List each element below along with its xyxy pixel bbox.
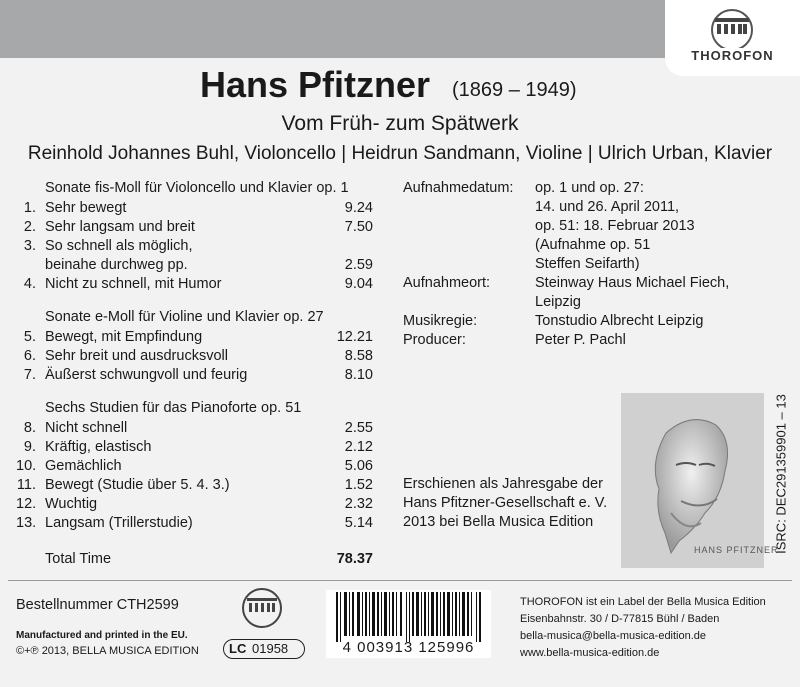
- work-title: Sonate e-Moll für Violine und Klavier op. 27: [45, 309, 324, 325]
- track-time: 2.59: [344, 257, 373, 273]
- label-code: 01958: [252, 641, 289, 656]
- total-time-label: Total Time: [45, 551, 112, 567]
- publisher-line: bella-musica@bella-musica-edition.de: [520, 630, 707, 642]
- credit-value: Steffen Seifarth): [535, 256, 640, 272]
- publisher-line: THOROFON ist ein Label der Bella Musica Edition: [520, 596, 766, 608]
- logo-wordmark: THOROFON: [691, 48, 774, 63]
- performers-line: Reinhold Johannes Buhl, Violoncello | Heidrun Sandmann, Violine | Ulrich Urban, Klavier: [27, 143, 773, 164]
- footer-divider: [8, 580, 792, 581]
- publisher-line: www.bella-musica-edition.de: [520, 647, 660, 659]
- credit-label: Aufnahmeort:: [403, 275, 491, 291]
- credit-value: Tonstudio Albrecht Leipzig: [535, 313, 704, 329]
- track-time: 1.52: [344, 477, 373, 493]
- track-number: 2.: [23, 219, 36, 235]
- track-title: Äußerst schwungvoll und feurig: [45, 367, 248, 383]
- track-number: 12.: [16, 496, 37, 512]
- credit-label: Aufnahmedatum:: [403, 180, 514, 196]
- track-number: 11.: [16, 477, 36, 493]
- credit-value: Leipzig: [535, 294, 581, 310]
- track-title: Bewegt (Studie über 5. 4. 3.): [45, 477, 230, 493]
- track-time: 5.06: [344, 458, 373, 474]
- track-time: 2.55: [344, 420, 373, 436]
- track-title: Bewegt, mit Empfindung: [45, 329, 203, 345]
- track-title: Nicht schnell: [45, 420, 128, 436]
- composer-name: Hans Pfitzner: [200, 64, 431, 105]
- barcode: [326, 590, 491, 658]
- track-title: So schnell als möglich,: [45, 238, 193, 254]
- track-number: 6.: [23, 348, 36, 364]
- track-number: 3.: [23, 238, 36, 254]
- portrait-relief-icon: [621, 393, 764, 568]
- barcode-bars-icon: [336, 592, 486, 642]
- track-title: Wuchtig: [45, 496, 98, 512]
- track-title: Sehr breit und ausdrucksvoll: [45, 348, 228, 364]
- publication-line: Hans Pfitzner-Gesellschaft e. V.: [403, 495, 608, 511]
- credit-label: Musikregie:: [403, 313, 478, 329]
- track-number: 7.: [23, 367, 36, 383]
- credit-value: op. 1 und op. 27:: [535, 180, 644, 196]
- track-time: 7.50: [344, 219, 373, 235]
- thorofon-emblem-icon: [232, 586, 292, 634]
- track-time: 8.10: [344, 367, 373, 383]
- portrait-caption: HANS PFITZNER: [694, 545, 779, 555]
- copyright-note: ©+℗ 2013, BELLA MUSICA EDITION: [16, 645, 199, 657]
- order-number: Bestellnummer CTH2599: [16, 597, 179, 613]
- publication-line: 2013 bei Bella Musica Edition: [403, 514, 594, 530]
- thorofon-logo: [665, 0, 800, 76]
- credit-label: Producer:: [403, 332, 466, 348]
- credit-value: 14. und 26. April 2011,: [535, 199, 680, 215]
- track-title: Sehr langsam und breit: [45, 219, 195, 235]
- album-subtitle: Vom Früh- zum Spätwerk: [281, 112, 519, 135]
- publication-line: Erschienen als Jahresgabe der: [403, 476, 603, 492]
- publisher-line: Eisenbahnstr. 30 / D-77815 Bühl / Baden: [520, 613, 720, 625]
- track-title: Gemächlich: [45, 458, 122, 474]
- track-number: 1.: [23, 200, 36, 216]
- track-title: Kräftig, elastisch: [45, 439, 152, 455]
- track-time: 2.32: [344, 496, 373, 512]
- label-code-prefix: LC: [229, 641, 247, 656]
- thorofon-footer-logo: [232, 586, 292, 634]
- total-time-value: 78.37: [336, 551, 373, 567]
- composer-portrait: [621, 393, 779, 568]
- track-time: 2.12: [344, 439, 373, 455]
- track-title: Nicht zu schnell, mit Humor: [45, 276, 222, 292]
- track-number: 8.: [23, 420, 36, 436]
- track-number: 13.: [16, 515, 37, 531]
- track-number: 9.: [23, 439, 36, 455]
- thorofon-emblem-icon: [687, 4, 777, 48]
- credit-value: Steinway Haus Michael Fiech,: [535, 275, 730, 291]
- track-title: Sehr bewegt: [45, 200, 127, 216]
- credit-value: op. 51: 18. Februar 2013: [535, 218, 695, 234]
- work-title: Sechs Studien für das Pianoforte op. 51: [45, 400, 302, 416]
- track-time: 8.58: [344, 348, 373, 364]
- track-number: 5.: [23, 329, 36, 345]
- isrc-code: ISRC: DEC291359901 – 13: [773, 394, 789, 554]
- work-title: Sonate fis-Moll für Violoncello und Klavier op. 1: [45, 180, 349, 196]
- composer-years: (1869 – 1949): [452, 79, 577, 101]
- credit-value: Peter P. Pachl: [535, 332, 626, 348]
- credit-value: (Aufnahme op. 51: [535, 237, 651, 253]
- track-time: 12.21: [336, 329, 373, 345]
- track-number: 4.: [23, 276, 36, 292]
- track-title-continued: beinahe durchweg pp.: [45, 257, 188, 273]
- track-time: 5.14: [344, 515, 373, 531]
- track-number: 10.: [16, 458, 37, 474]
- label-code-box: [223, 639, 305, 659]
- track-title: Langsam (Trillerstudie): [45, 515, 193, 531]
- track-time: 9.24: [344, 200, 373, 216]
- barcode-number: 4 003913 125996: [342, 639, 475, 656]
- manufactured-note: Manufactured and printed in the EU.: [16, 630, 188, 641]
- track-time: 9.04: [344, 276, 373, 292]
